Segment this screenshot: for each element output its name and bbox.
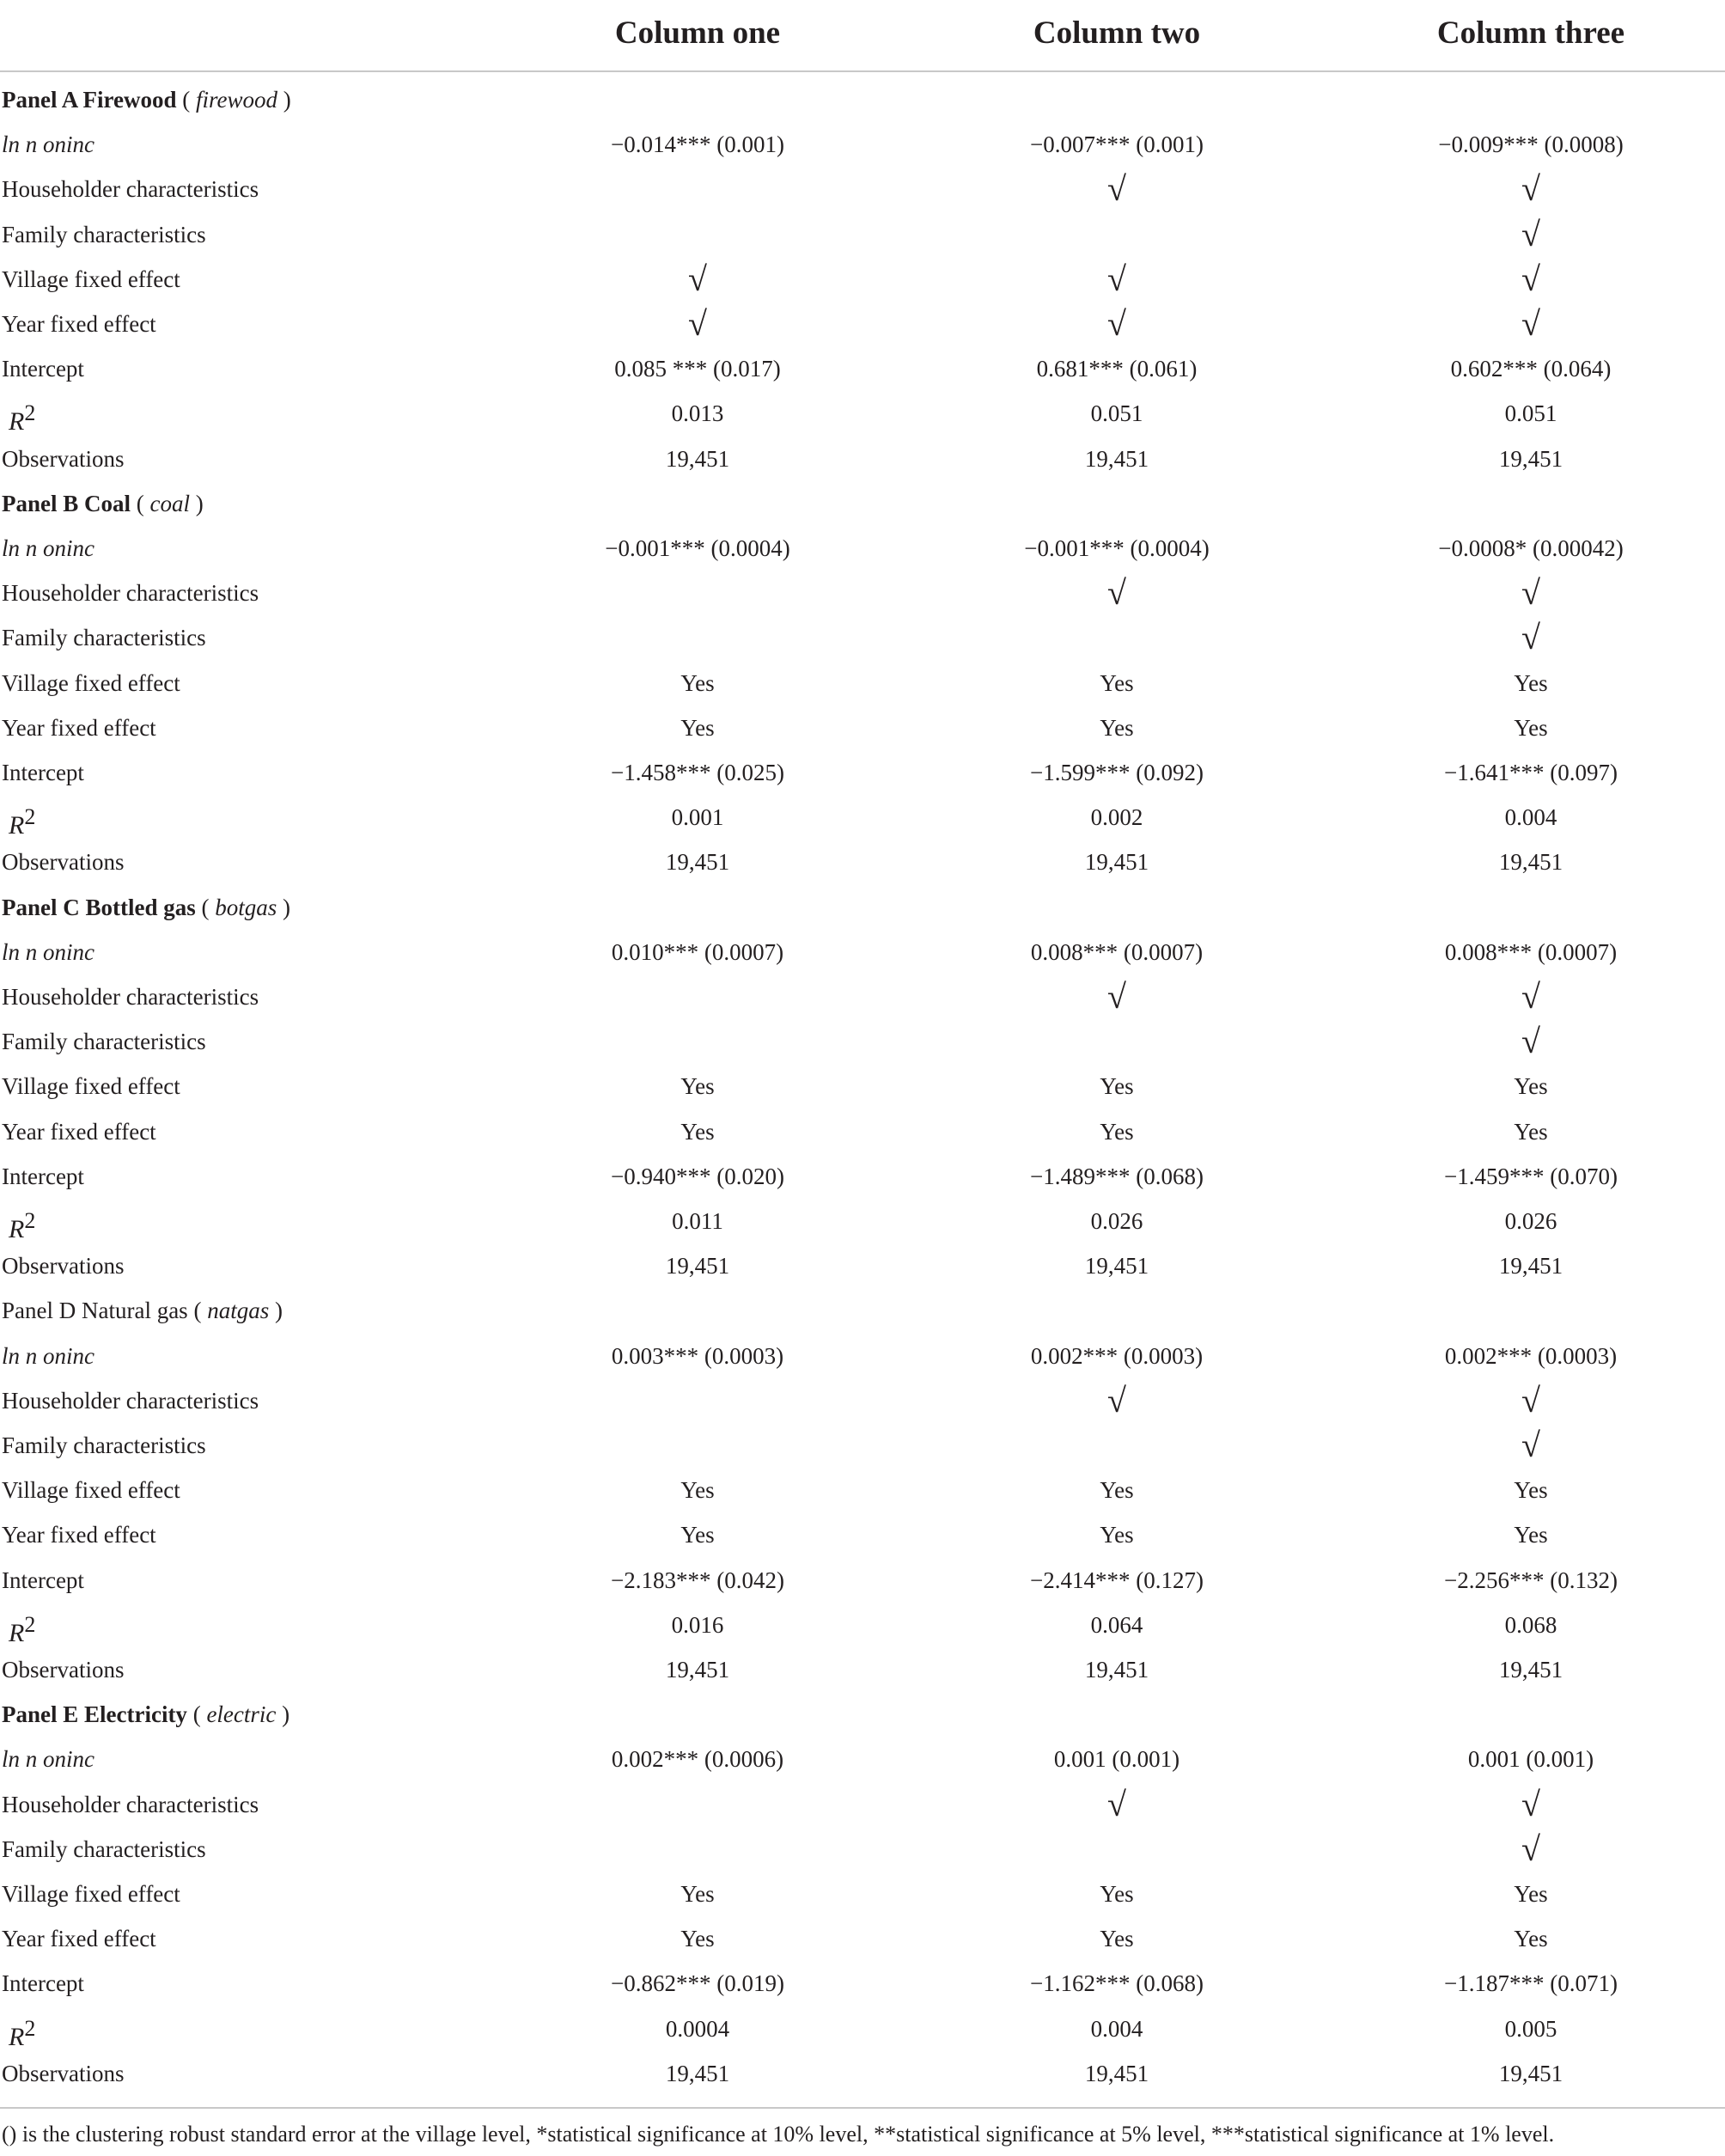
row-label: Observations xyxy=(2,2060,125,2086)
r-squared-superscript: 2 xyxy=(24,1208,36,1233)
row-label xyxy=(2,795,35,840)
table-cell: Yes xyxy=(680,1477,715,1504)
table-cell: √ xyxy=(1521,304,1540,343)
observations-row xyxy=(0,840,1725,884)
table-cell xyxy=(483,615,912,660)
column-two-header: Column two xyxy=(1033,15,1201,51)
table-cell: 0.051 xyxy=(1090,400,1143,427)
panel-title-text: Panel C Bottled gas xyxy=(2,894,196,920)
table-cell: √ xyxy=(1107,977,1126,1016)
table-cell: Yes xyxy=(1100,1477,1134,1504)
row-label: Village fixed effect xyxy=(2,1477,180,1504)
table-cell: 19,451 xyxy=(665,445,730,472)
coef-row xyxy=(0,930,1725,974)
coef-row xyxy=(0,1737,1725,1781)
row-label: Village fixed effect xyxy=(2,669,180,696)
table-cell: 19,451 xyxy=(665,1253,730,1280)
panel-title-text: Panel B Coal xyxy=(2,490,131,516)
table-cell: −1.458*** (0.025) xyxy=(611,760,784,785)
r-squared-symbol xyxy=(2,1208,36,1243)
table-cell: Yes xyxy=(680,1926,715,1952)
table-cell: 19,451 xyxy=(665,849,730,876)
table-cell: 0.051 xyxy=(1504,400,1557,427)
table-cell: −1.162*** (0.068) xyxy=(1030,1970,1204,1997)
table-cell: 0.003*** (0.0003) xyxy=(611,1342,784,1369)
panel-title-row xyxy=(0,1692,1725,1737)
panel-title: Panel C Bottled gas ( botgas ) xyxy=(2,894,291,920)
table-cell: Yes xyxy=(1514,1881,1548,1907)
householder-row xyxy=(0,571,1725,615)
table-cell: 0.002*** (0.0003) xyxy=(1030,1342,1204,1369)
table-cell: √ xyxy=(1521,1784,1540,1823)
panel-variable-name: firewood xyxy=(196,87,278,113)
panel-title-row xyxy=(0,1288,1725,1333)
r-squared-superscript: 2 xyxy=(24,1611,36,1637)
table-cell: 19,451 xyxy=(1498,2060,1563,2086)
row-label: Observations xyxy=(2,1657,125,1683)
table-header xyxy=(0,0,1725,72)
table-cell: Yes xyxy=(1514,1522,1548,1548)
r-squared-superscript: 2 xyxy=(24,804,36,830)
table-cell: Yes xyxy=(680,1522,715,1548)
table-cell: Yes xyxy=(1100,714,1134,741)
row-label: Village fixed effect xyxy=(2,266,180,292)
table-cell: −1.599*** (0.092) xyxy=(1030,760,1204,785)
table-cell: −1.187*** (0.071) xyxy=(1444,1970,1618,1997)
r-squared-row xyxy=(0,391,1725,436)
table-cell: −0.014*** (0.001) xyxy=(611,131,784,158)
table-cell: 0.008*** (0.0007) xyxy=(1444,938,1618,965)
table-cell: 19,451 xyxy=(1084,2060,1149,2086)
table-cell: Yes xyxy=(1100,1522,1134,1548)
table-cell: Yes xyxy=(1100,1926,1134,1952)
table-cell xyxy=(483,167,912,211)
table-cell: Yes xyxy=(680,714,715,741)
row-label xyxy=(2,2006,35,2051)
row-label: Family characteristics xyxy=(2,625,206,651)
panel-title-row xyxy=(0,77,1725,122)
table-cell: −1.641*** (0.097) xyxy=(1444,760,1618,785)
table-cell: 0.005 xyxy=(1504,2015,1557,2042)
village-fe-row xyxy=(0,661,1725,705)
village-fe-row xyxy=(0,257,1725,302)
table-cell: 0.001 xyxy=(671,804,724,831)
table-cell: 0.026 xyxy=(1090,1208,1143,1234)
table-cell: √ xyxy=(1521,618,1540,657)
family-row xyxy=(0,212,1725,257)
row-label: Year fixed effect xyxy=(2,714,156,741)
row-label: ln n oninc xyxy=(2,938,94,965)
family-row xyxy=(0,1827,1725,1872)
table-cell xyxy=(483,1019,912,1064)
year-fe-row xyxy=(0,1512,1725,1557)
table-cell: 19,451 xyxy=(665,1657,730,1683)
table-cell: −0.001*** (0.0004) xyxy=(605,535,790,561)
panel-title: Panel E Electricity ( electric ) xyxy=(2,1701,290,1728)
table-cell: 0.002 xyxy=(1090,804,1143,831)
village-fe-row xyxy=(0,1872,1725,1916)
row-label: Year fixed effect xyxy=(2,1522,156,1548)
table-cell: √ xyxy=(1521,169,1540,209)
row-label xyxy=(2,391,35,436)
r-squared-row xyxy=(0,795,1725,840)
table-cell: 0.026 xyxy=(1504,1208,1557,1234)
table-cell: √ xyxy=(688,304,707,343)
panel-title: Panel A Firewood ( firewood ) xyxy=(2,87,291,113)
coef-row xyxy=(0,1334,1725,1378)
table-cell: √ xyxy=(688,259,707,298)
village-fe-row xyxy=(0,1064,1725,1109)
row-label: Householder characteristics xyxy=(2,1791,259,1817)
panel-title: Panel D Natural gas ( natgas ) xyxy=(2,1298,283,1324)
intercept-row xyxy=(0,346,1725,391)
r-squared-letter: R xyxy=(9,1618,25,1647)
intercept-row xyxy=(0,1558,1725,1603)
table-cell: 0.002*** (0.0003) xyxy=(1444,1342,1618,1369)
table-cell: Yes xyxy=(1100,1881,1134,1907)
table-cell: 0.004 xyxy=(1504,804,1557,831)
table-cell: 19,451 xyxy=(1498,1657,1563,1683)
table-cell: 0.002*** (0.0006) xyxy=(611,1746,784,1773)
row-label: Family characteristics xyxy=(2,221,206,247)
table-cell: Yes xyxy=(680,1881,715,1907)
r-squared-symbol xyxy=(2,1611,36,1647)
row-label xyxy=(2,1199,35,1243)
column-one-header: Column one xyxy=(614,15,781,51)
family-row xyxy=(0,1019,1725,1064)
table-cell: −0.940*** (0.020) xyxy=(611,1163,784,1189)
table-cell: −0.009*** (0.0008) xyxy=(1438,131,1624,158)
panel-variable-name: natgas xyxy=(207,1298,270,1324)
column-three-header: Column three xyxy=(1436,15,1625,51)
row-label: Year fixed effect xyxy=(2,311,156,337)
table-cell: 0.085 *** (0.017) xyxy=(614,356,781,382)
panel-title-row xyxy=(0,885,1725,930)
table-cell: √ xyxy=(1107,1380,1126,1420)
r-squared-letter: R xyxy=(9,2022,25,2051)
table-cell xyxy=(483,1423,912,1468)
householder-row xyxy=(0,167,1725,211)
family-row xyxy=(0,1423,1725,1468)
table-cell: Yes xyxy=(680,669,715,696)
row-label: Village fixed effect xyxy=(2,1881,180,1907)
year-fe-row xyxy=(0,1109,1725,1154)
table-footnote: () is the clustering robust standard error at the village level, *statistical significance at 10% level, **statistical significance at 5% level, ***statistical significance at 1% level. xyxy=(2,2122,1555,2147)
table-cell: 19,451 xyxy=(1498,445,1563,472)
table-cell: 19,451 xyxy=(1084,1253,1149,1280)
table-cell: 0.068 xyxy=(1504,1611,1557,1638)
intercept-row xyxy=(0,1961,1725,2006)
r-squared-symbol xyxy=(2,400,36,437)
table-cell: Yes xyxy=(1100,1073,1134,1100)
householder-row xyxy=(0,1782,1725,1827)
year-fe-row xyxy=(0,1916,1725,1961)
table-cell xyxy=(483,212,912,257)
table-cell xyxy=(902,615,1332,660)
intercept-row xyxy=(0,1154,1725,1199)
table-cell: −2.256*** (0.132) xyxy=(1444,1567,1618,1593)
observations-row xyxy=(0,437,1725,481)
panel-title-row xyxy=(0,481,1725,526)
table-cell: √ xyxy=(1521,1380,1540,1420)
table-cell: 0.681*** (0.061) xyxy=(1036,356,1198,382)
table-cell: −2.183*** (0.042) xyxy=(611,1567,784,1593)
table-cell: 19,451 xyxy=(1498,1253,1563,1280)
table-cell: √ xyxy=(1521,1022,1540,1061)
intercept-row xyxy=(0,750,1725,795)
table-cell: √ xyxy=(1107,169,1126,209)
row-label: Householder characteristics xyxy=(2,984,259,1010)
table-cell: 19,451 xyxy=(1084,849,1149,876)
coef-row xyxy=(0,122,1725,167)
table-cell: 0.004 xyxy=(1090,2015,1143,2042)
r-squared-letter: R xyxy=(9,407,25,437)
row-label: Observations xyxy=(2,445,125,472)
table-cell xyxy=(483,1378,912,1423)
row-label: Family characteristics xyxy=(2,1029,206,1055)
table-cell: √ xyxy=(1107,304,1126,343)
table-cell xyxy=(902,1827,1332,1872)
row-label: Family characteristics xyxy=(2,1432,206,1458)
table-cell: √ xyxy=(1107,1784,1126,1823)
r-squared-row xyxy=(0,1199,1725,1243)
panel-variable-name: botgas xyxy=(215,894,277,920)
table-cell: 19,451 xyxy=(665,2060,730,2086)
observations-row xyxy=(0,2051,1725,2096)
r-squared-symbol xyxy=(2,804,36,840)
table-cell: √ xyxy=(1521,259,1540,298)
table-cell: Yes xyxy=(680,1073,715,1100)
r-squared-row xyxy=(0,2006,1725,2051)
householder-row xyxy=(0,1378,1725,1423)
coef-row xyxy=(0,526,1725,571)
table-cell: Yes xyxy=(1514,1073,1548,1100)
row-label: Householder characteristics xyxy=(2,580,259,607)
row-label: Observations xyxy=(2,1253,125,1280)
table-cell: 0.001 (0.001) xyxy=(1467,1746,1594,1773)
table-cell xyxy=(902,1019,1332,1064)
table-cell: √ xyxy=(1107,259,1126,298)
panel-variable-name: coal xyxy=(149,490,191,516)
year-fe-row xyxy=(0,302,1725,346)
table-cell: √ xyxy=(1521,214,1540,253)
table-cell: 0.0004 xyxy=(665,2015,730,2042)
panel-variable-name: electric xyxy=(206,1701,277,1728)
table-cell: −1.459*** (0.070) xyxy=(1444,1163,1618,1189)
table-cell: Yes xyxy=(1100,669,1134,696)
table-cell: Yes xyxy=(1514,1477,1548,1504)
row-label xyxy=(2,1603,35,1647)
table-cell: Yes xyxy=(1514,714,1548,741)
row-label: Intercept xyxy=(2,760,84,785)
table-cell: √ xyxy=(1521,1829,1540,1868)
table-cell: 0.001 (0.001) xyxy=(1053,1746,1180,1773)
row-label: Householder characteristics xyxy=(2,1387,259,1414)
row-label: Year fixed effect xyxy=(2,1118,156,1145)
table-cell xyxy=(902,212,1332,257)
table-cell: √ xyxy=(1521,573,1540,613)
table-cell xyxy=(483,974,912,1019)
panel-title-text: Panel A Firewood xyxy=(2,87,177,113)
observations-row xyxy=(0,1647,1725,1692)
panel-title-text: Panel E Electricity xyxy=(2,1701,187,1728)
table-cell: 19,451 xyxy=(1084,445,1149,472)
table-cell: 19,451 xyxy=(1498,849,1563,876)
table-cell: 19,451 xyxy=(1084,1657,1149,1683)
table-cell: −0.001*** (0.0004) xyxy=(1024,535,1210,561)
footnote-divider xyxy=(0,2107,1725,2109)
table-cell: −1.489*** (0.068) xyxy=(1030,1163,1204,1189)
table-cell: √ xyxy=(1521,1426,1540,1464)
row-label: Intercept xyxy=(2,1163,84,1189)
observations-row xyxy=(0,1243,1725,1288)
row-label: Observations xyxy=(2,849,125,876)
row-label: Family characteristics xyxy=(2,1835,206,1862)
r-squared-letter: R xyxy=(9,811,25,840)
row-label: Intercept xyxy=(2,1567,84,1593)
r-squared-superscript: 2 xyxy=(24,400,36,426)
village-fe-row xyxy=(0,1468,1725,1512)
table-cell: −2.414*** (0.127) xyxy=(1030,1567,1204,1593)
householder-row xyxy=(0,974,1725,1019)
panel-title: Panel B Coal ( coal ) xyxy=(2,490,204,516)
row-label: Householder characteristics xyxy=(2,176,259,203)
row-label: Village fixed effect xyxy=(2,1073,180,1100)
table-cell: Yes xyxy=(1100,1118,1134,1145)
table-cell xyxy=(902,1423,1332,1468)
table-cell: 0.011 xyxy=(672,1208,723,1234)
table-cell: √ xyxy=(1107,573,1126,613)
row-label: Intercept xyxy=(2,1970,84,1997)
table-cell: √ xyxy=(1521,977,1540,1016)
r-squared-letter: R xyxy=(9,1215,25,1243)
table-cell: Yes xyxy=(1514,669,1548,696)
r-squared-row xyxy=(0,1603,1725,1647)
r-squared-symbol xyxy=(2,2015,36,2051)
row-label: Year fixed effect xyxy=(2,1926,156,1952)
table-cell: 0.008*** (0.0007) xyxy=(1030,938,1204,965)
table-cell: −0.007*** (0.001) xyxy=(1030,131,1204,158)
table-cell: −0.862*** (0.019) xyxy=(611,1970,784,1997)
row-label: ln n oninc xyxy=(2,131,94,158)
table-cell: −0.0008* (0.00042) xyxy=(1438,535,1624,561)
table-cell: 0.013 xyxy=(671,400,724,427)
table-cell: 0.010*** (0.0007) xyxy=(611,938,784,965)
family-row xyxy=(0,615,1725,660)
table-cell: 0.064 xyxy=(1090,1611,1143,1638)
row-label: ln n oninc xyxy=(2,1342,94,1369)
table-cell: Yes xyxy=(680,1118,715,1145)
row-label: Intercept xyxy=(2,356,84,382)
r-squared-superscript: 2 xyxy=(24,2015,36,2041)
table-cell: 0.602*** (0.064) xyxy=(1450,356,1612,382)
table-cell xyxy=(483,1827,912,1872)
row-label: ln n oninc xyxy=(2,1746,94,1773)
table-cell xyxy=(483,571,912,615)
row-label: ln n oninc xyxy=(2,535,94,561)
table-cell: 0.016 xyxy=(671,1611,724,1638)
table-cell: Yes xyxy=(1514,1926,1548,1952)
year-fe-row xyxy=(0,705,1725,750)
table-cell xyxy=(483,1782,912,1827)
table-cell: Yes xyxy=(1514,1118,1548,1145)
panel-title-text: Panel D Natural gas xyxy=(2,1298,188,1324)
